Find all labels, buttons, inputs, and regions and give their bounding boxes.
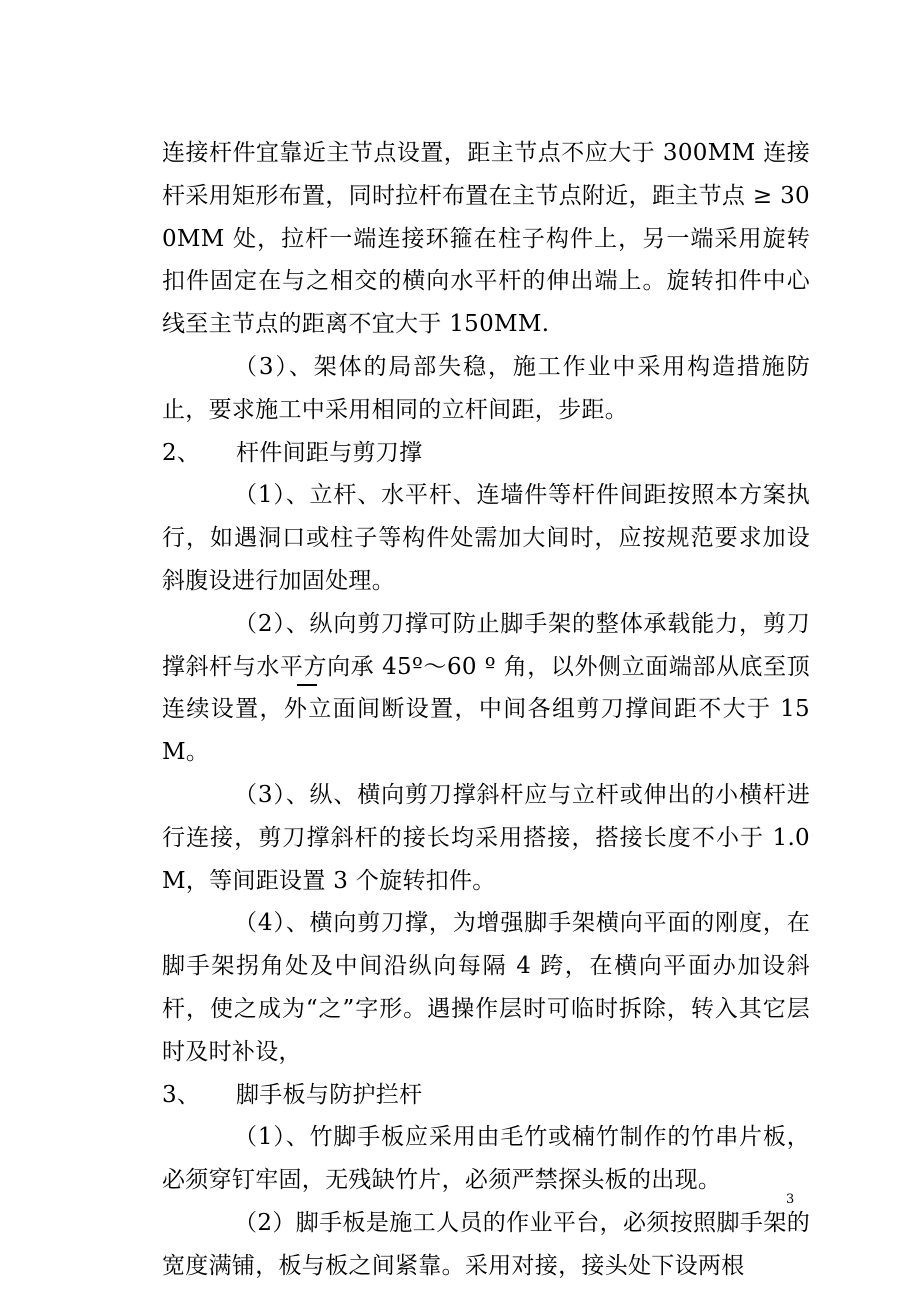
paragraph: （3）、架体的局部失稳，施工作业中采用构造措施防止，要求施工中采用相同的立杆间距，步距。 bbox=[162, 353, 810, 423]
section-title: 杆件间距与剪刀撑 bbox=[236, 439, 423, 466]
paragraph: （1）、立杆、水平杆、连墙件等杆件间距按照本方案执行，如遇洞口或柱子等构件处需加大间时，应按规范要求加设斜腹设进行加固处理。 bbox=[162, 482, 810, 594]
body-text bbox=[162, 132, 810, 1288]
paragraph: （1）、竹脚手板应采用由毛竹或楠竹制作的竹串片板，必须穿钉牢固，无残缺竹片，必须严禁探头板的出现。 bbox=[162, 1124, 810, 1194]
paragraph: （2）、纵向剪刀撑可防止脚手架的整体承载能力，剪刀撑斜杆与水平方向承 45º～60 º 角，以外侧立面端部从底至顶连续设置，外立面间断设置，中间各组剪刀撑间距不大于 15M。 bbox=[162, 610, 810, 766]
page-number: 3 bbox=[786, 1192, 795, 1207]
section-number: 3、 bbox=[162, 1081, 201, 1108]
paragraph: 连接杆件宜靠近主节点设置，距主节点不应大于 300MM 连接杆采用矩形布置，同时拉杆布置在主节点附近，距主节点 ≥ 300MM 处，拉杆一端连接环箍在柱子构件上，另一端采用旋转扣件固定在与之相交的横向水平杆的伸出端上。旋转扣件中心线至主节点的距离不宜大于 150MM. bbox=[162, 140, 810, 338]
section-title: 脚手板与防护拦杆 bbox=[236, 1081, 423, 1108]
section-heading bbox=[162, 432, 810, 475]
paragraph: （4）、横向剪刀撑，为增强脚手架横向平面的刚度，在脚手架拐角处及中间沿纵向每隔 4 跨，在横向平面办加设斜杆，使之成为“之”字形。遇操作层时可临时拆除，转入其它层时及时补设， bbox=[162, 910, 810, 1065]
section-heading bbox=[162, 1074, 810, 1117]
paragraph: （3）、纵、横向剪刀撑斜杆应与立杆或伸出的小横杆进行连接，剪刀撑斜杆的接长均采用搭接，搭接长度不小于 1.0M，等间距设置 3 个旋转扣件。 bbox=[162, 781, 810, 894]
section-number: 2、 bbox=[162, 439, 201, 466]
paragraph: （2）脚手板是施工人员的作业平台，必须按照脚手架的宽度满铺，板与板之间紧靠。采用对接，接头处下设两根 bbox=[162, 1209, 810, 1279]
underline-mark bbox=[297, 684, 317, 686]
